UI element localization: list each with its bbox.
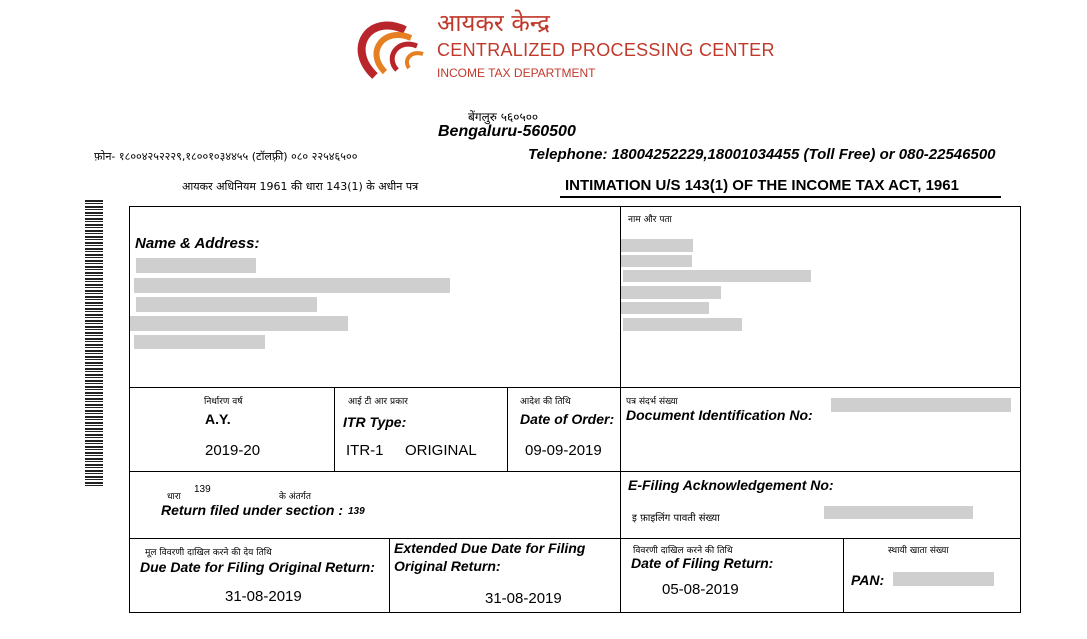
divider-due-ext (389, 538, 390, 613)
table-bottom-border (129, 612, 1021, 613)
row-line-1 (129, 387, 1021, 388)
filing-value: 05-08-2019 (662, 581, 739, 598)
ay-hindi-label: निर्धारण वर्ष (204, 397, 243, 407)
section-label: Return filed under section : (161, 502, 344, 518)
phone-hindi: फ़ोन- १८००४२५२२२९,१८००१०३४४५५ (टॉलफ़्री) ०८० २२५४६५०० (94, 150, 358, 163)
redacted-name-hindi-1 (621, 239, 693, 252)
section-value: 139 (348, 506, 365, 517)
itr-label: ITR Type: (343, 414, 407, 430)
din-hindi-label: पत्र संदर्भ संख्या (626, 397, 678, 407)
due-label: Due Date for Filing Original Return: (140, 559, 375, 575)
row-line-2 (129, 471, 1021, 472)
logo-emblem-icon (345, 8, 440, 88)
itr-value-original: ORIGINAL (405, 442, 477, 459)
city-hindi: बेंगलुरु ५६०५०० (468, 110, 539, 124)
redacted-efiling-ack (824, 506, 973, 519)
name-address-hindi-label: नाम और पता (628, 215, 672, 225)
ext-label-line1: Extended Due Date for Filing (394, 540, 586, 556)
intimation-title: INTIMATION U/S 143(1) OF THE INCOME TAX ACT, 1961 (565, 177, 959, 194)
name-address-label: Name & Address: (135, 235, 260, 252)
efiling-hindi-label: इ फ़ाइलिंग पावती संख्या (632, 513, 720, 524)
redacted-address-hindi-2 (621, 286, 721, 299)
divider-ay-itr (334, 387, 335, 471)
redacted-din (831, 398, 1011, 412)
divider-itr-order (507, 387, 508, 471)
section-hindi-a: धारा (167, 492, 181, 502)
logo-title: CENTRALIZED PROCESSING CENTER (437, 40, 775, 60)
phone: Telephone: 18004252229,18001034455 (Toll Free) or 080-22546500 (528, 146, 996, 163)
redacted-address-1 (134, 278, 450, 293)
due-hindi-label: मूल विवरणी दाखिल करने की देय तिथि (145, 548, 272, 558)
redacted-address-3 (130, 316, 348, 331)
city: Bengaluru-560500 (438, 123, 576, 140)
order-value: 09-09-2019 (525, 442, 602, 459)
due-value: 31-08-2019 (225, 588, 302, 605)
filing-label: Date of Filing Return: (631, 555, 774, 571)
itr-hindi-label: आई टी आर प्रकार (348, 397, 408, 407)
redacted-pan (893, 572, 994, 586)
cpc-logo (345, 8, 440, 88)
itr-value: ITR-1 (346, 442, 384, 459)
ext-value: 31-08-2019 (485, 590, 562, 607)
ay-value: 2019-20 (205, 442, 261, 459)
order-hindi-label: आदेश की तिथि (520, 397, 571, 407)
logo-subtitle: INCOME TAX DEPARTMENT (437, 66, 596, 80)
redacted-address-hindi-3 (621, 302, 709, 314)
table-right-border (1020, 206, 1021, 613)
barcode (85, 200, 103, 486)
din-label: Document Identification No: (626, 407, 813, 423)
title-underline (560, 196, 1001, 198)
redacted-address-4 (134, 335, 265, 349)
ay-label: A.Y. (205, 411, 231, 427)
efiling-label: E-Filing Acknowledgement No: (628, 477, 834, 493)
act-hindi: आयकर अधिनियम 1961 की धारा 143(1) के अधीन पत्र (182, 180, 419, 193)
section-hindi-b: के अंतर्गत (279, 492, 311, 502)
logo-hindi-title: आयकर केन्द्र (437, 9, 550, 37)
pan-label: PAN: (851, 572, 885, 588)
redacted-address-hindi-1 (623, 270, 811, 282)
table-top-border (129, 206, 1021, 207)
table-left-border (129, 206, 130, 613)
filing-hindi-label: विवरणी दाखिल करने की तिथि (633, 546, 733, 556)
order-label: Date of Order: (520, 411, 615, 427)
pan-hindi-label: स्थायी खाता संख्या (888, 546, 949, 556)
divider-ext-filing (620, 538, 621, 613)
redacted-name-1 (136, 258, 256, 273)
redacted-address-2 (136, 297, 317, 312)
ext-label-line2: Original Return: (394, 558, 501, 574)
row-line-3 (129, 538, 1021, 539)
redacted-address-hindi-4 (623, 318, 742, 331)
section-num-small: 139 (194, 484, 211, 495)
redacted-name-hindi-2 (621, 255, 692, 267)
divider-filing-pan (843, 538, 844, 613)
